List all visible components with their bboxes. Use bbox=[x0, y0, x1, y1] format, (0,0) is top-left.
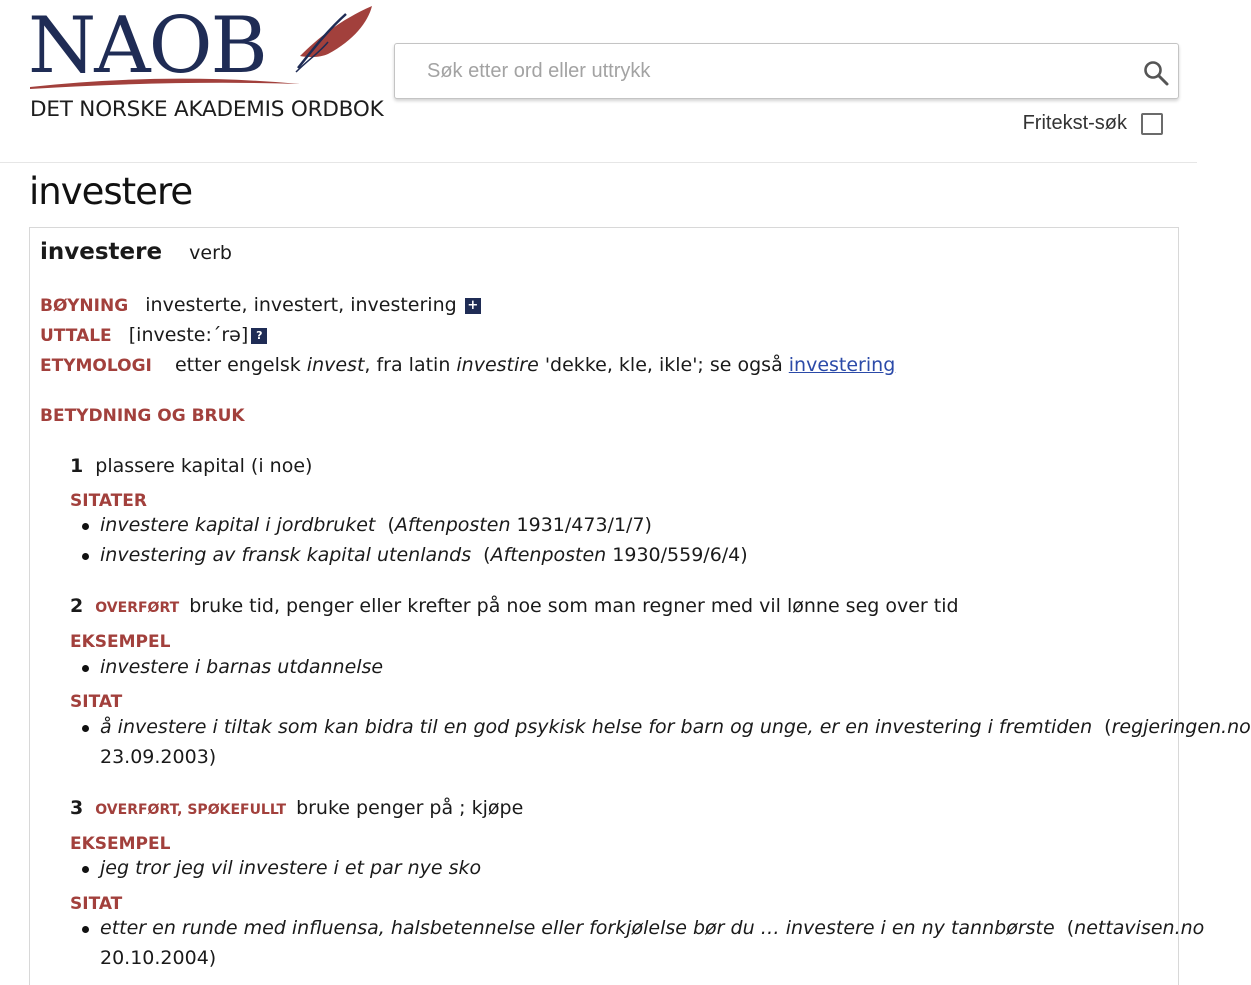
etym-text: 'dekke, kle, ikle'; se også bbox=[538, 354, 789, 376]
bullet bbox=[82, 866, 89, 873]
boyning-row bbox=[40, 294, 481, 316]
etymologi-row bbox=[40, 354, 895, 376]
naob-logo[interactable] bbox=[28, 1, 384, 124]
sense-2 bbox=[70, 595, 959, 617]
sense-number: 1 bbox=[70, 455, 84, 477]
src-open: ( bbox=[1104, 716, 1112, 738]
bullet bbox=[82, 553, 89, 560]
bullet bbox=[82, 665, 89, 672]
sense-definition: bruke tid, penger eller krefter på noe som man regner med vil lønne seg over tid bbox=[189, 595, 959, 617]
sitat-label: SITAT bbox=[70, 692, 123, 712]
source-name: Aftenposten bbox=[490, 544, 607, 566]
sense-1 bbox=[70, 455, 312, 477]
page-title: investere bbox=[29, 170, 193, 213]
uttale-row bbox=[40, 324, 267, 346]
boyning-label: BØYNING bbox=[40, 296, 129, 316]
citation-item bbox=[100, 917, 1204, 939]
fritekst-label: Fritekst-søk bbox=[1022, 112, 1127, 134]
part-of-speech: verb bbox=[189, 242, 232, 264]
citation-source bbox=[1067, 917, 1205, 939]
fritekst-checkbox[interactable] bbox=[1141, 113, 1163, 135]
citation-item bbox=[100, 544, 748, 566]
src-open: ( bbox=[387, 514, 395, 536]
etym-word-invest: invest bbox=[306, 354, 365, 376]
sense-tag: OVERFØRT bbox=[95, 600, 180, 616]
src-open: ( bbox=[483, 544, 491, 566]
site-header bbox=[0, 0, 1197, 163]
eksempel-label: EKSEMPEL bbox=[70, 834, 171, 854]
source-name: regjeringen.no bbox=[1111, 716, 1251, 738]
citation-text: investere kapital i jordbruket bbox=[100, 514, 376, 536]
citation-source bbox=[1104, 716, 1251, 738]
sense-tag: OVERFØRT, SPØKEFULLT bbox=[95, 802, 287, 818]
boyning-value: investerte, investert, investering bbox=[145, 294, 457, 316]
sitat-label: SITAT bbox=[70, 894, 123, 914]
source-ref: 1931/473/1/7) bbox=[510, 514, 652, 536]
etymologi-label: ETYMOLOGI bbox=[40, 356, 152, 376]
citation-text: investering av fransk kapital utenlands bbox=[100, 544, 472, 566]
dictionary-article bbox=[29, 227, 1251, 985]
citation-text: etter en runde med influensa, halsbetennelse eller forkjølelse bør du … investere i en ny tannbørste bbox=[100, 917, 1055, 939]
sense-3 bbox=[70, 797, 523, 819]
sense-definition: plassere kapital (i noe) bbox=[95, 455, 313, 477]
sense-definition: bruke penger på ; kjøpe bbox=[296, 797, 524, 819]
citation-text: å investere i tiltak som kan bidra til en god psykisk helse for barn og unge, er en investering i fremtiden bbox=[100, 716, 1093, 738]
source-name: nettavisen.no bbox=[1074, 917, 1205, 939]
headword-line bbox=[40, 239, 232, 265]
citation-source bbox=[483, 544, 748, 566]
example-item: jeg tror jeg vil investere i et par nye sko bbox=[100, 857, 482, 879]
help-icon[interactable]: ? bbox=[251, 328, 267, 344]
bullet bbox=[82, 523, 89, 530]
sense-number: 3 bbox=[70, 797, 84, 819]
search-box[interactable] bbox=[394, 43, 1179, 99]
logo-subtitle: DET NORSKE AKADEMIS ORDBOK bbox=[30, 97, 384, 122]
search-icon[interactable] bbox=[1143, 60, 1169, 86]
investering-link[interactable]: investering bbox=[788, 354, 896, 376]
citation-item bbox=[100, 514, 652, 536]
logo-text: NAOB bbox=[28, 1, 266, 91]
article-headword: investere bbox=[40, 239, 163, 265]
bullet bbox=[82, 926, 89, 933]
sitater-label: SITATER bbox=[70, 491, 147, 511]
etym-text: etter engelsk bbox=[174, 354, 307, 376]
etymologi-value bbox=[175, 354, 895, 376]
betydning-heading: BETYDNING OG BRUK bbox=[40, 406, 245, 426]
eksempel-label: EKSEMPEL bbox=[70, 632, 171, 652]
source-ref: 20.10.2004) bbox=[100, 947, 217, 969]
source-name: Aftenposten bbox=[394, 514, 511, 536]
citation-source bbox=[387, 514, 652, 536]
etym-text: , fra latin bbox=[364, 354, 457, 376]
citation-item bbox=[100, 716, 1251, 738]
etym-word-investire: investire bbox=[456, 354, 539, 376]
naob-logo-mark bbox=[28, 2, 374, 102]
example-item: investere i barnas utdannelse bbox=[100, 656, 384, 678]
source-ref: 1930/559/6/4) bbox=[606, 544, 748, 566]
src-open: ( bbox=[1066, 917, 1075, 939]
bullet bbox=[82, 725, 89, 732]
source-ref: 23.09.2003) bbox=[100, 746, 217, 768]
sense-number: 2 bbox=[70, 595, 84, 617]
uttale-label: UTTALE bbox=[40, 326, 112, 346]
search-input[interactable] bbox=[427, 44, 1127, 98]
expand-plus-icon[interactable]: + bbox=[465, 298, 481, 314]
uttale-value: [investe:´rə] bbox=[128, 324, 249, 346]
